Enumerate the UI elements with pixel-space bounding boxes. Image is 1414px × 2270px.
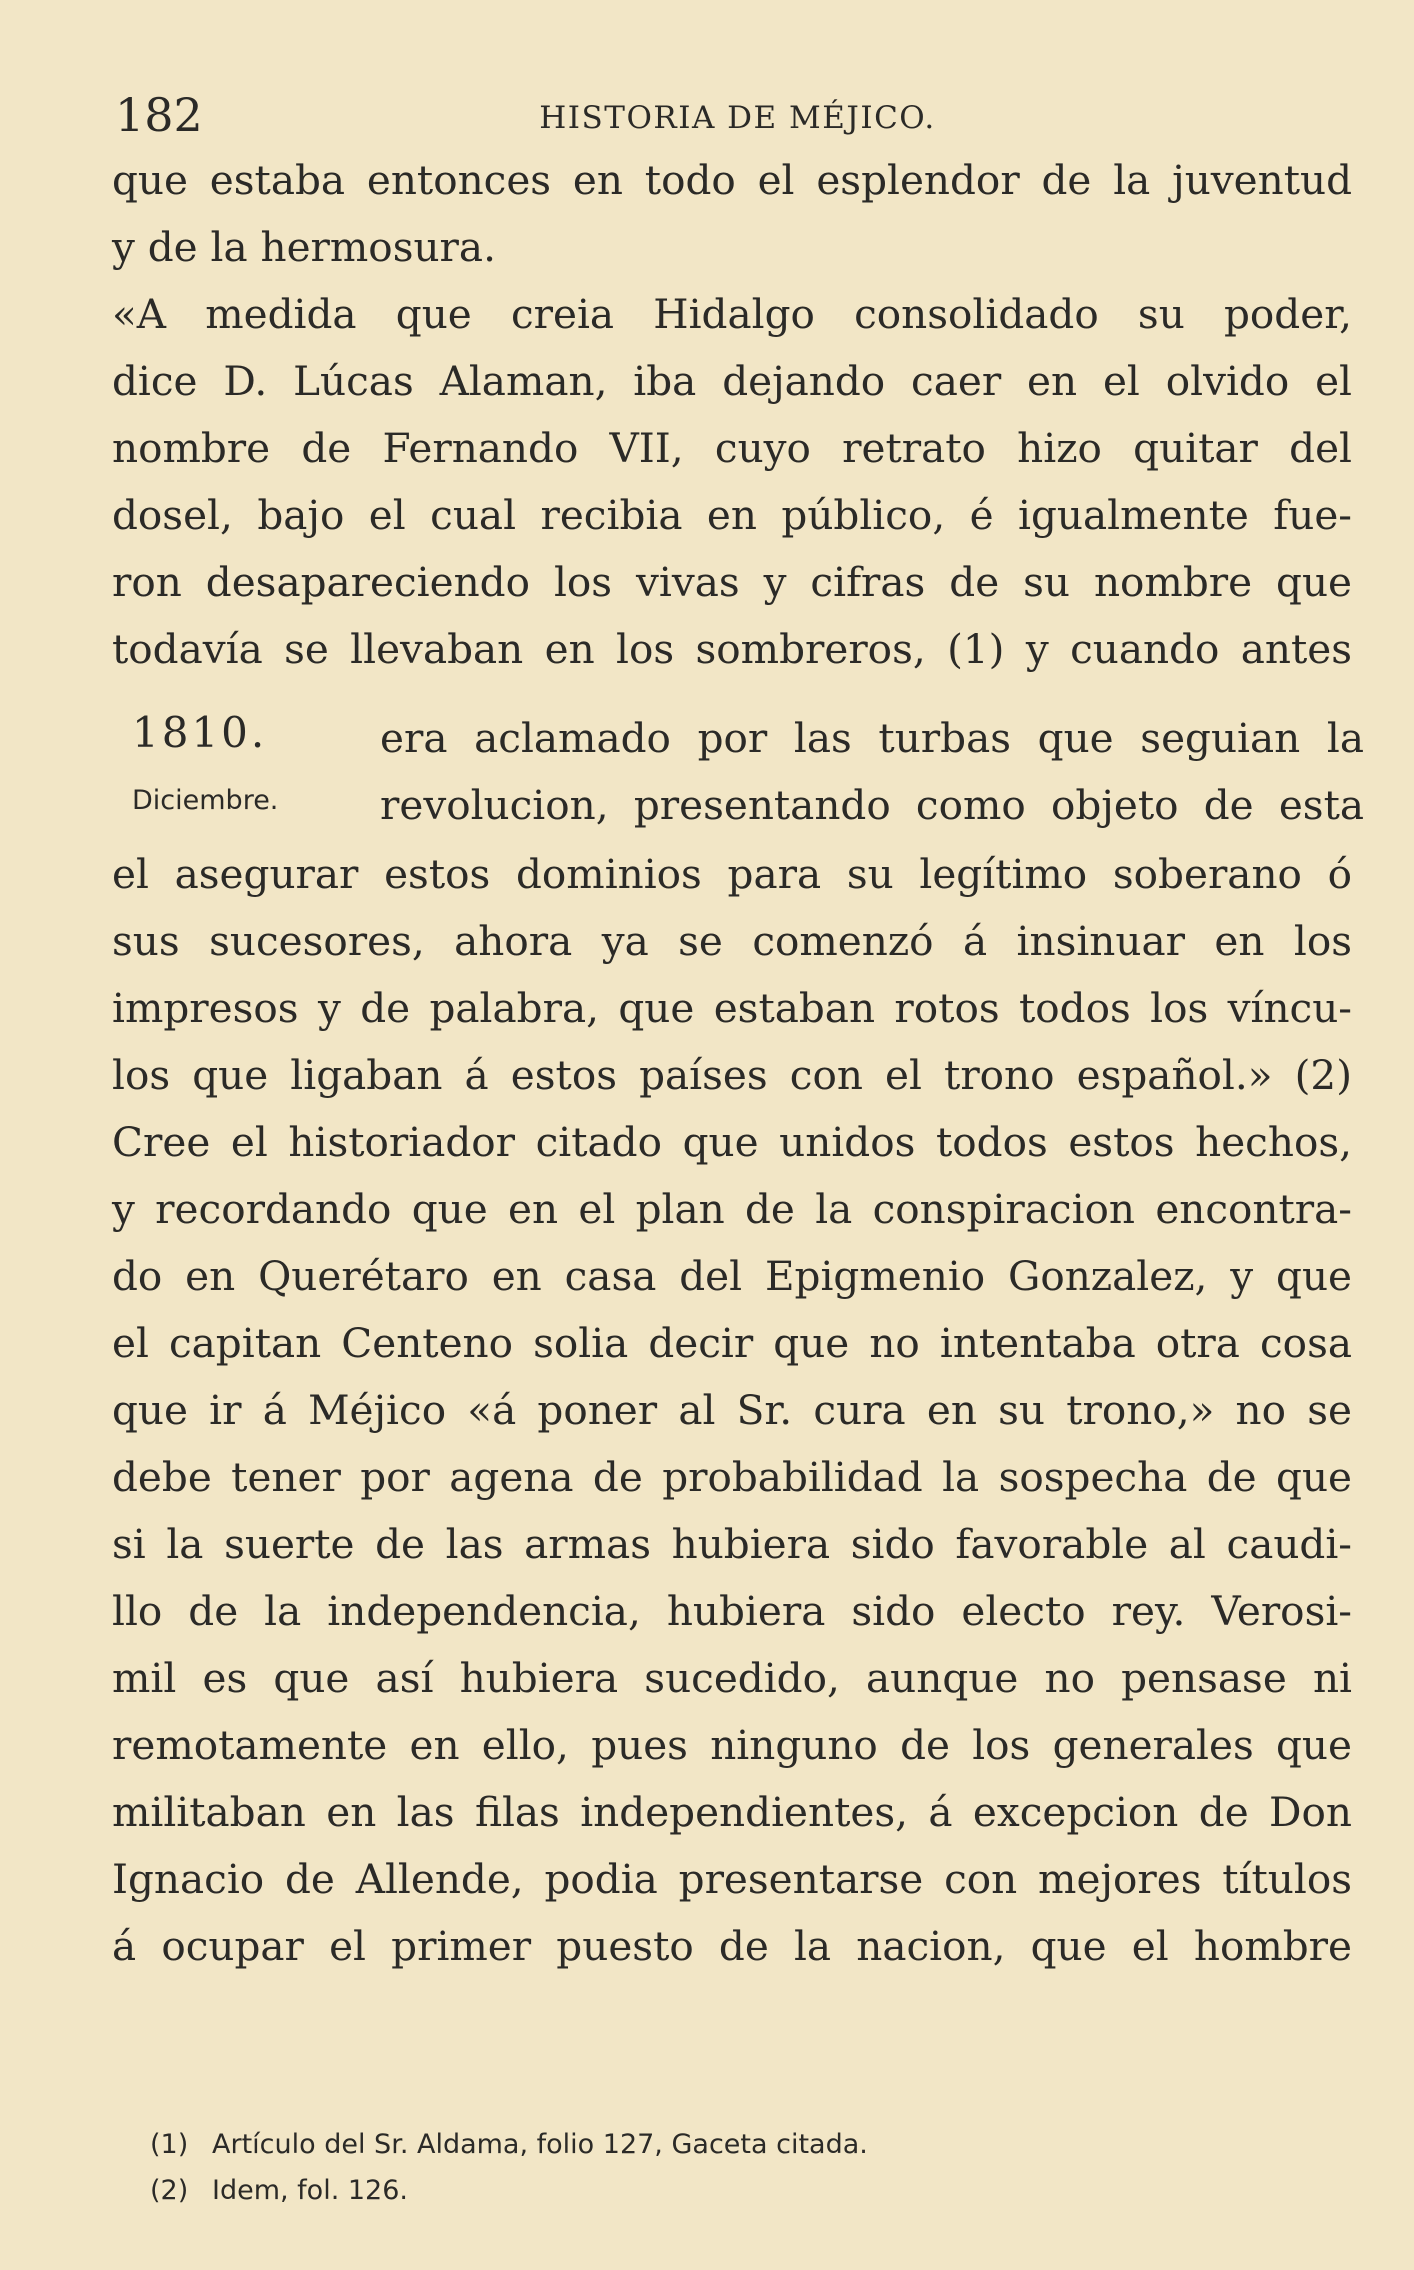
running-head: HISTORIA DE MÉJICO. — [539, 100, 936, 136]
text-line: todavía se llevaban en los sombreros, (1) y cuando antes — [112, 625, 1352, 673]
text-line: revolucion, presentando como objeto de esta — [380, 781, 1364, 829]
text-line: impresos y de palabra, que estaban rotos todos los víncu- — [112, 984, 1352, 1032]
footnote-mark: (2) — [150, 2175, 189, 2206]
text-line: mil es que así hubiera sucedido, aunque no pensase ni — [112, 1654, 1352, 1702]
page-header — [115, 85, 1360, 155]
text-line: sus sucesores, ahora ya se comenzó á insinuar en los — [112, 917, 1352, 965]
text-line: que estaba entonces en todo el esplendor de la juventud — [112, 156, 1352, 204]
text-line: «A medida que creia Hidalgo consolidado su poder, — [112, 290, 1352, 338]
footnote-text: Artículo del Sr. Aldama, folio 127, Gaceta citada. — [212, 2129, 868, 2160]
page-number: 182 — [115, 88, 203, 142]
text-line: á ocupar el primer puesto de la nacion, que el hombre — [112, 1922, 1352, 1970]
footnote-mark: (1) — [150, 2129, 189, 2160]
text-line: nombre de Fernando VII, cuyo retrato hizo quitar del — [112, 424, 1352, 472]
text-line: si la suerte de las armas hubiera sido favorable al caudi- — [112, 1520, 1352, 1568]
text-line: debe tener por agena de probabilidad la sospecha de que — [112, 1453, 1352, 1501]
text-line: y recordando que en el plan de la conspiracion encontra- — [112, 1185, 1352, 1233]
text-line: que ir á Méjico «á poner al Sr. cura en su trono,» no se — [112, 1386, 1352, 1434]
text-line: Ignacio de Allende, podia presentarse con mejores títulos — [112, 1855, 1352, 1903]
text-line: los que ligaban á estos países con el trono español.» (2) — [112, 1051, 1352, 1099]
footnote-1 — [150, 2125, 868, 2165]
footnote-2 — [150, 2171, 408, 2211]
text-line: llo de la independencia, hubiera sido electo rey. Verosi- — [112, 1587, 1352, 1635]
text-line: remotamente en ello, pues ninguno de los generales que — [112, 1721, 1352, 1769]
margin-note-month: Diciembre. — [132, 785, 279, 816]
text-line: el asegurar estos dominios para su legítimo soberano ó — [112, 850, 1352, 898]
text-line: do en Querétaro en casa del Epigmenio Gonzalez, y que — [112, 1252, 1352, 1300]
text-line: ron desapareciendo los vivas y cifras de su nombre que — [112, 558, 1352, 606]
footnote-text: Idem, fol. 126. — [212, 2175, 408, 2206]
text-line: era aclamado por las turbas que seguian la — [380, 714, 1364, 762]
text-line: el capitan Centeno solia decir que no intentaba otra cosa — [112, 1319, 1352, 1367]
text-line: y de la hermosura. — [112, 223, 496, 271]
text-line: Cree el historiador citado que unidos todos estos hechos, — [112, 1118, 1352, 1166]
margin-note-year: 1810. — [132, 708, 268, 757]
text-line: dice D. Lúcas Alaman, iba dejando caer en el olvido el — [112, 357, 1352, 405]
text-line: dosel, bajo el cual recibia en público, é igualmente fue- — [112, 491, 1352, 539]
text-line: militaban en las filas independientes, á excepcion de Don — [112, 1788, 1352, 1836]
